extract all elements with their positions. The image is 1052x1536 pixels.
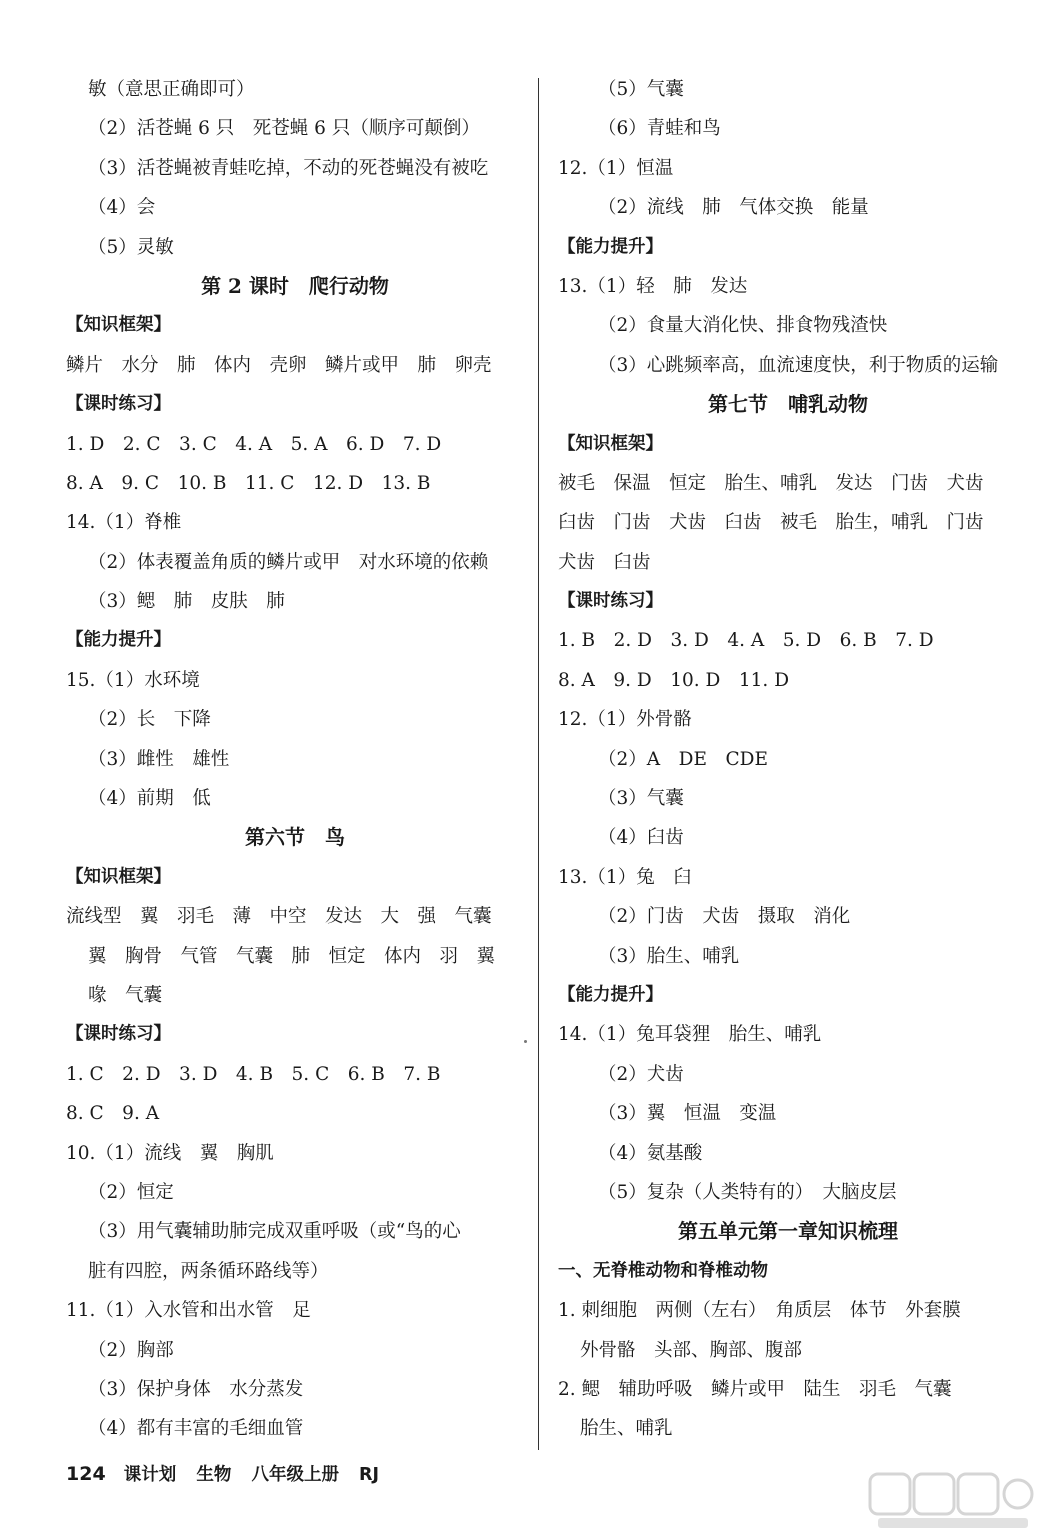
left-line: 翼 胸骨 气管 气囊 肺 恒定 体内 羽 翼 — [88, 945, 496, 967]
left-line: 15.（1）水环境 — [66, 669, 200, 691]
left-line: 14.（1）脊椎 — [66, 512, 182, 534]
left-line: （4）前期 低 — [88, 788, 211, 810]
left-line: 喙 气囊 — [88, 984, 163, 1006]
footer-subject: 生物 — [196, 1465, 232, 1485]
left-line: 第六节 鸟 — [245, 825, 345, 850]
right-line: 【知识框架】 — [558, 433, 663, 454]
left-line: 【课时练习】 — [66, 394, 171, 415]
right-line: （2）门齿 犬齿 摄取 消化 — [598, 906, 851, 928]
right-column — [558, 70, 1018, 1449]
left-line: 8. A 9. C 10. B 11. C 12. D 13. B — [66, 472, 431, 494]
left-line: 【知识框架】 — [66, 866, 171, 887]
left-line: （5）灵敏 — [88, 236, 174, 258]
right-line: 臼齿 门齿 犬齿 臼齿 被毛 胎生，哺乳 门齿 — [558, 512, 984, 534]
right-line: 【能力提升】 — [558, 984, 663, 1005]
right-line: （3）翼 恒温 变温 — [598, 1103, 777, 1125]
footer-grade: 八年级上册 — [251, 1465, 339, 1485]
right-line: 犬齿 臼齿 — [558, 551, 651, 573]
left-line: 1. D 2. C 3. C 4. A 5. A 6. D 7. D — [66, 433, 442, 455]
left-line: 11.（1）入水管和出水管 足 — [66, 1300, 311, 1322]
right-line: 8. A 9. D 10. D 11. D — [558, 669, 790, 691]
right-line: （6）青蛙和鸟 — [598, 118, 721, 140]
left-column — [66, 70, 524, 1449]
column-divider — [538, 78, 539, 1450]
left-line: （2）体表覆盖角质的鳞片或甲 对水环境的依赖 — [88, 551, 489, 573]
right-line: 【课时练习】 — [558, 591, 663, 612]
left-line: （3）雌性 雄性 — [88, 748, 230, 770]
right-line: （3）气囊 — [598, 788, 684, 810]
stray-dot — [524, 1040, 527, 1043]
left-line: 8. C 9. A — [66, 1103, 160, 1125]
left-line: 敏（意思正确即可） — [88, 79, 255, 100]
right-line: 胎生、哺乳 — [580, 1418, 673, 1440]
left-line: （3）用气囊辅助肺完成双重呼吸（或“鸟的心 — [88, 1221, 461, 1243]
right-line: （3）胎生、哺乳 — [598, 945, 740, 967]
left-line: 【知识框架】 — [66, 315, 171, 336]
left-line: （3）鳃 肺 皮肤 肺 — [88, 591, 285, 613]
right-line: 【能力提升】 — [558, 236, 663, 257]
right-line: 1. 刺细胞 两侧（左右） 角质层 体节 外套膜 — [558, 1300, 961, 1322]
left-line: 鳞片 水分 肺 体内 壳卵 鳞片或甲 肺 卵壳 — [66, 354, 492, 376]
right-line: （5）气囊 — [598, 79, 684, 100]
left-line: （4）都有丰富的毛细血管 — [88, 1418, 304, 1440]
right-line: （3）心跳频率高，血流速度快，利于物质的运输 — [598, 354, 999, 376]
left-line: （2）长 下降 — [88, 709, 211, 731]
right-line: （2）犬齿 — [598, 1063, 684, 1085]
page-footer — [66, 1454, 393, 1494]
left-line: （2）恒定 — [88, 1181, 174, 1203]
left-line: （3）保护身体 水分蒸发 — [88, 1378, 304, 1400]
right-line: 12.（1）恒温 — [558, 157, 674, 179]
right-line: 外骨骼 头部、胸部、腹部 — [580, 1339, 803, 1361]
left-line: 流线型 翼 羽毛 薄 中空 发达 大 强 气囊 — [66, 906, 492, 928]
left-line: （2）活苍蝇 6 只 死苍蝇 6 只（顺序可颠倒） — [88, 118, 480, 140]
left-line: 10.（1）流线 翼 胸肌 — [66, 1142, 274, 1164]
left-line: 第 2 课时 爬行动物 — [201, 273, 389, 298]
right-line: 第五单元第一章知识梳理 — [678, 1219, 898, 1244]
right-line: 1. B 2. D 3. D 4. A 5. D 6. B 7. D — [558, 630, 934, 652]
right-line: （4）臼齿 — [598, 827, 684, 849]
right-line: （2）流线 肺 气体交换 能量 — [598, 197, 869, 219]
right-line: 12.（1）外骨骼 — [558, 709, 692, 731]
footer-series: 课计划 — [123, 1465, 177, 1485]
left-line: 脏有四腔，两条循环路线等） — [88, 1260, 329, 1282]
left-line: （2）胸部 — [88, 1339, 174, 1361]
right-line: 13.（1）兔 臼 — [558, 866, 692, 888]
left-line: （4）会 — [88, 197, 156, 219]
right-line: （5）复杂（人类特有的） 大脑皮层 — [598, 1181, 897, 1203]
right-line: 被毛 保温 恒定 胎生、哺乳 发达 门齿 犬齿 — [558, 472, 984, 494]
left-line: 1. C 2. D 3. D 4. B 5. C 6. B 7. B — [66, 1063, 441, 1085]
right-line: （2）食量大消化快、排食物残渣快 — [598, 315, 888, 337]
right-line: 第七节 哺乳动物 — [708, 392, 868, 417]
right-line: （2）A DE CDE — [598, 748, 768, 770]
right-line: 一、无脊椎动物和脊椎动物 — [558, 1260, 768, 1281]
right-line: 14.（1）兔耳袋狸 胎生、哺乳 — [558, 1024, 822, 1046]
right-line: （4）氨基酸 — [598, 1142, 703, 1164]
right-line: 2. 鳃 辅助呼吸 鳞片或甲 陆生 羽毛 气囊 — [558, 1378, 952, 1400]
left-line: （3）活苍蝇被青蛙吃掉，不动的死苍蝇没有被吃 — [88, 157, 489, 179]
left-line: 【能力提升】 — [66, 630, 171, 651]
left-line: 【课时练习】 — [66, 1024, 171, 1045]
watermark-logo-icon — [868, 1472, 1036, 1530]
footer-edition: RJ — [359, 1465, 380, 1485]
page-number: 124 — [66, 1463, 106, 1485]
right-line: 13.（1）轻 肺 发达 — [558, 275, 748, 297]
